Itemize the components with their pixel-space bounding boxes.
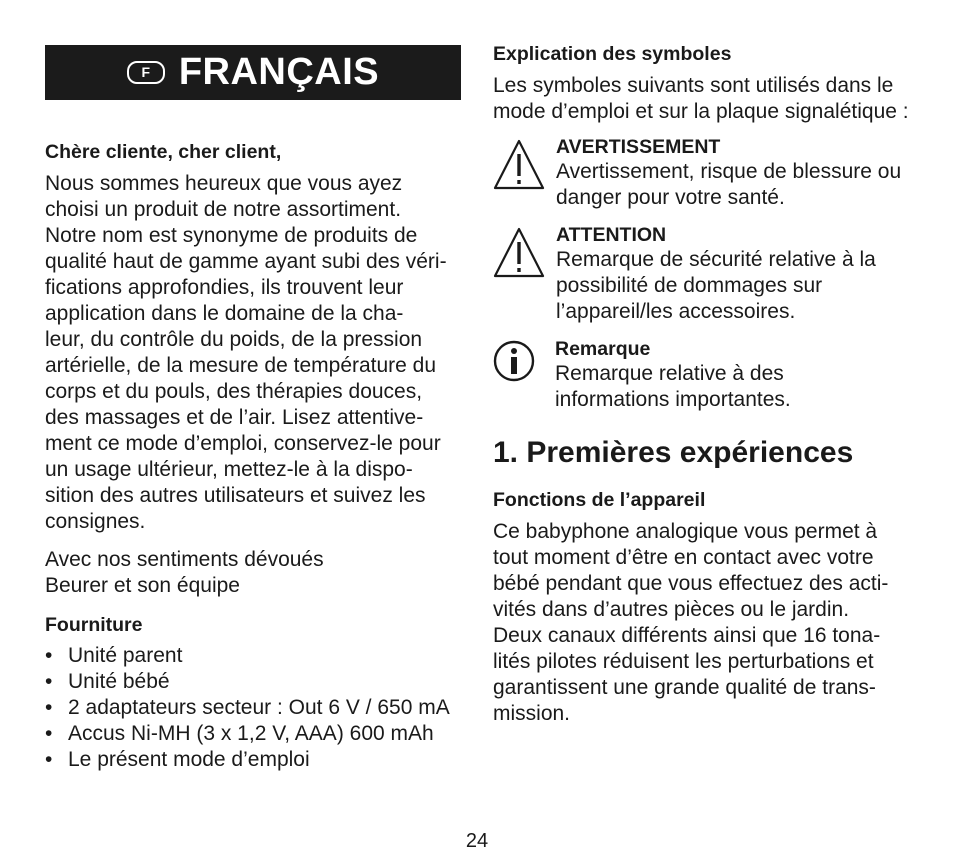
- paragraph-line: Notre nom est synonyme de produits de: [45, 224, 418, 247]
- intro-line: Les symboles suivants sont utilisés dans le: [493, 74, 894, 97]
- warning-triangle-icon: [493, 227, 545, 279]
- paragraph-line: lités pilotes réduisent les perturbations et: [493, 650, 874, 673]
- closing-line: Beurer et son équipe: [45, 574, 240, 597]
- paragraph-line: des massages et de l’air. Lisez attentive-: [45, 406, 424, 429]
- section-subtitle: Fonctions de l’appareil: [493, 489, 706, 511]
- paragraph-line: consignes.: [45, 510, 146, 533]
- list-item: • Accus Ni-MH (3 x 1,2 V, AAA) 600 mAh: [45, 721, 461, 747]
- note-description: [555, 361, 925, 413]
- list-item: • Unité parent: [45, 643, 461, 669]
- warning-description: [556, 159, 926, 211]
- info-icon: [493, 340, 535, 382]
- list-item: • Le présent mode d’emploi: [45, 747, 461, 773]
- attention-symbol-block: [493, 224, 923, 328]
- description-line: danger pour votre santé.: [556, 186, 785, 209]
- greeting-title: Chère cliente, cher client,: [45, 141, 282, 163]
- paragraph-line: artérielle, de la mesure de température du: [45, 354, 437, 377]
- symbols-title: Explication des symboles: [493, 43, 732, 65]
- paragraph-line: Deux canaux différents ainsi que 16 tona-: [493, 624, 881, 647]
- list-item: • Unité bébé: [45, 669, 461, 695]
- supply-title: Fourniture: [45, 614, 143, 636]
- paragraph-line: fications approfondies, ils trouvent leur: [45, 276, 404, 299]
- note-title: Remarque: [555, 338, 651, 360]
- paragraph-line: tout moment d’être en contact avec votre: [493, 546, 874, 569]
- language-title: FRANÇAIS: [178, 51, 380, 93]
- description-line: Remarque relative à des: [555, 362, 784, 385]
- section-paragraph: [493, 519, 923, 727]
- paragraph-line: qualité haut de gamme ayant subi des véri-: [45, 250, 447, 273]
- warning-triangle-icon: [493, 139, 545, 191]
- attention-title: ATTENTION: [556, 224, 667, 246]
- paragraph-line: bébé pendant que vous effectuez des acti-: [493, 572, 889, 595]
- page-number: 24: [465, 830, 489, 852]
- paragraph-line: vités dans d’autres pièces ou le jardin.: [493, 598, 850, 621]
- list-item: • 2 adaptateurs secteur : Out 6 V / 650 mA: [45, 695, 461, 721]
- greeting-paragraph: [45, 171, 461, 535]
- symbols-intro: [493, 73, 923, 125]
- paragraph-line: garantissent une grande qualité de trans-: [493, 676, 876, 699]
- paragraph-line: corps et du pouls, des thérapies douces,: [45, 380, 423, 403]
- closing-line: Avec nos sentiments dévoués: [45, 548, 324, 571]
- paragraph-line: un usage ultérieur, mettez-le à la dispo-: [45, 458, 413, 481]
- paragraph-line: Ce babyphone analogique vous permet à: [493, 520, 878, 543]
- warning-text: [556, 136, 926, 211]
- paragraph-line: application dans le domaine de la cha-: [45, 302, 404, 325]
- paragraph-line: choisi un produit de notre assortiment.: [45, 198, 402, 221]
- paragraph-line: leur, du contrôle du poids, de la pression: [45, 328, 423, 351]
- paragraph-line: Nous sommes heureux que vous ayez: [45, 172, 403, 195]
- warning-title: AVERTISSEMENT: [556, 136, 721, 158]
- attention-description: [556, 247, 926, 325]
- note-text: [555, 338, 925, 413]
- supply-list: [45, 643, 461, 773]
- paragraph-line: sition des autres utilisateurs et suivez les: [45, 484, 426, 507]
- description-line: possibilité de dommages sur: [556, 274, 823, 297]
- section-heading: 1. Premières expériences: [493, 436, 854, 469]
- description-line: l’appareil/les accessoires.: [556, 300, 796, 323]
- note-symbol-block: [493, 338, 923, 418]
- description-line: Avertissement, risque de blessure ou: [556, 160, 902, 183]
- attention-text: [556, 224, 926, 325]
- description-line: Remarque de sécurité relative à la: [556, 248, 876, 271]
- intro-line: mode d’emploi et sur la plaque signalétique :: [493, 100, 909, 123]
- language-code-badge: F: [127, 61, 165, 84]
- paragraph-line: ment ce mode d’emploi, conservez-le pour: [45, 432, 441, 455]
- greeting-closing: [45, 547, 461, 599]
- language-banner: [45, 45, 461, 100]
- description-line: informations importantes.: [555, 388, 791, 411]
- warning-symbol-block: [493, 136, 923, 216]
- paragraph-line: mission.: [493, 702, 571, 725]
